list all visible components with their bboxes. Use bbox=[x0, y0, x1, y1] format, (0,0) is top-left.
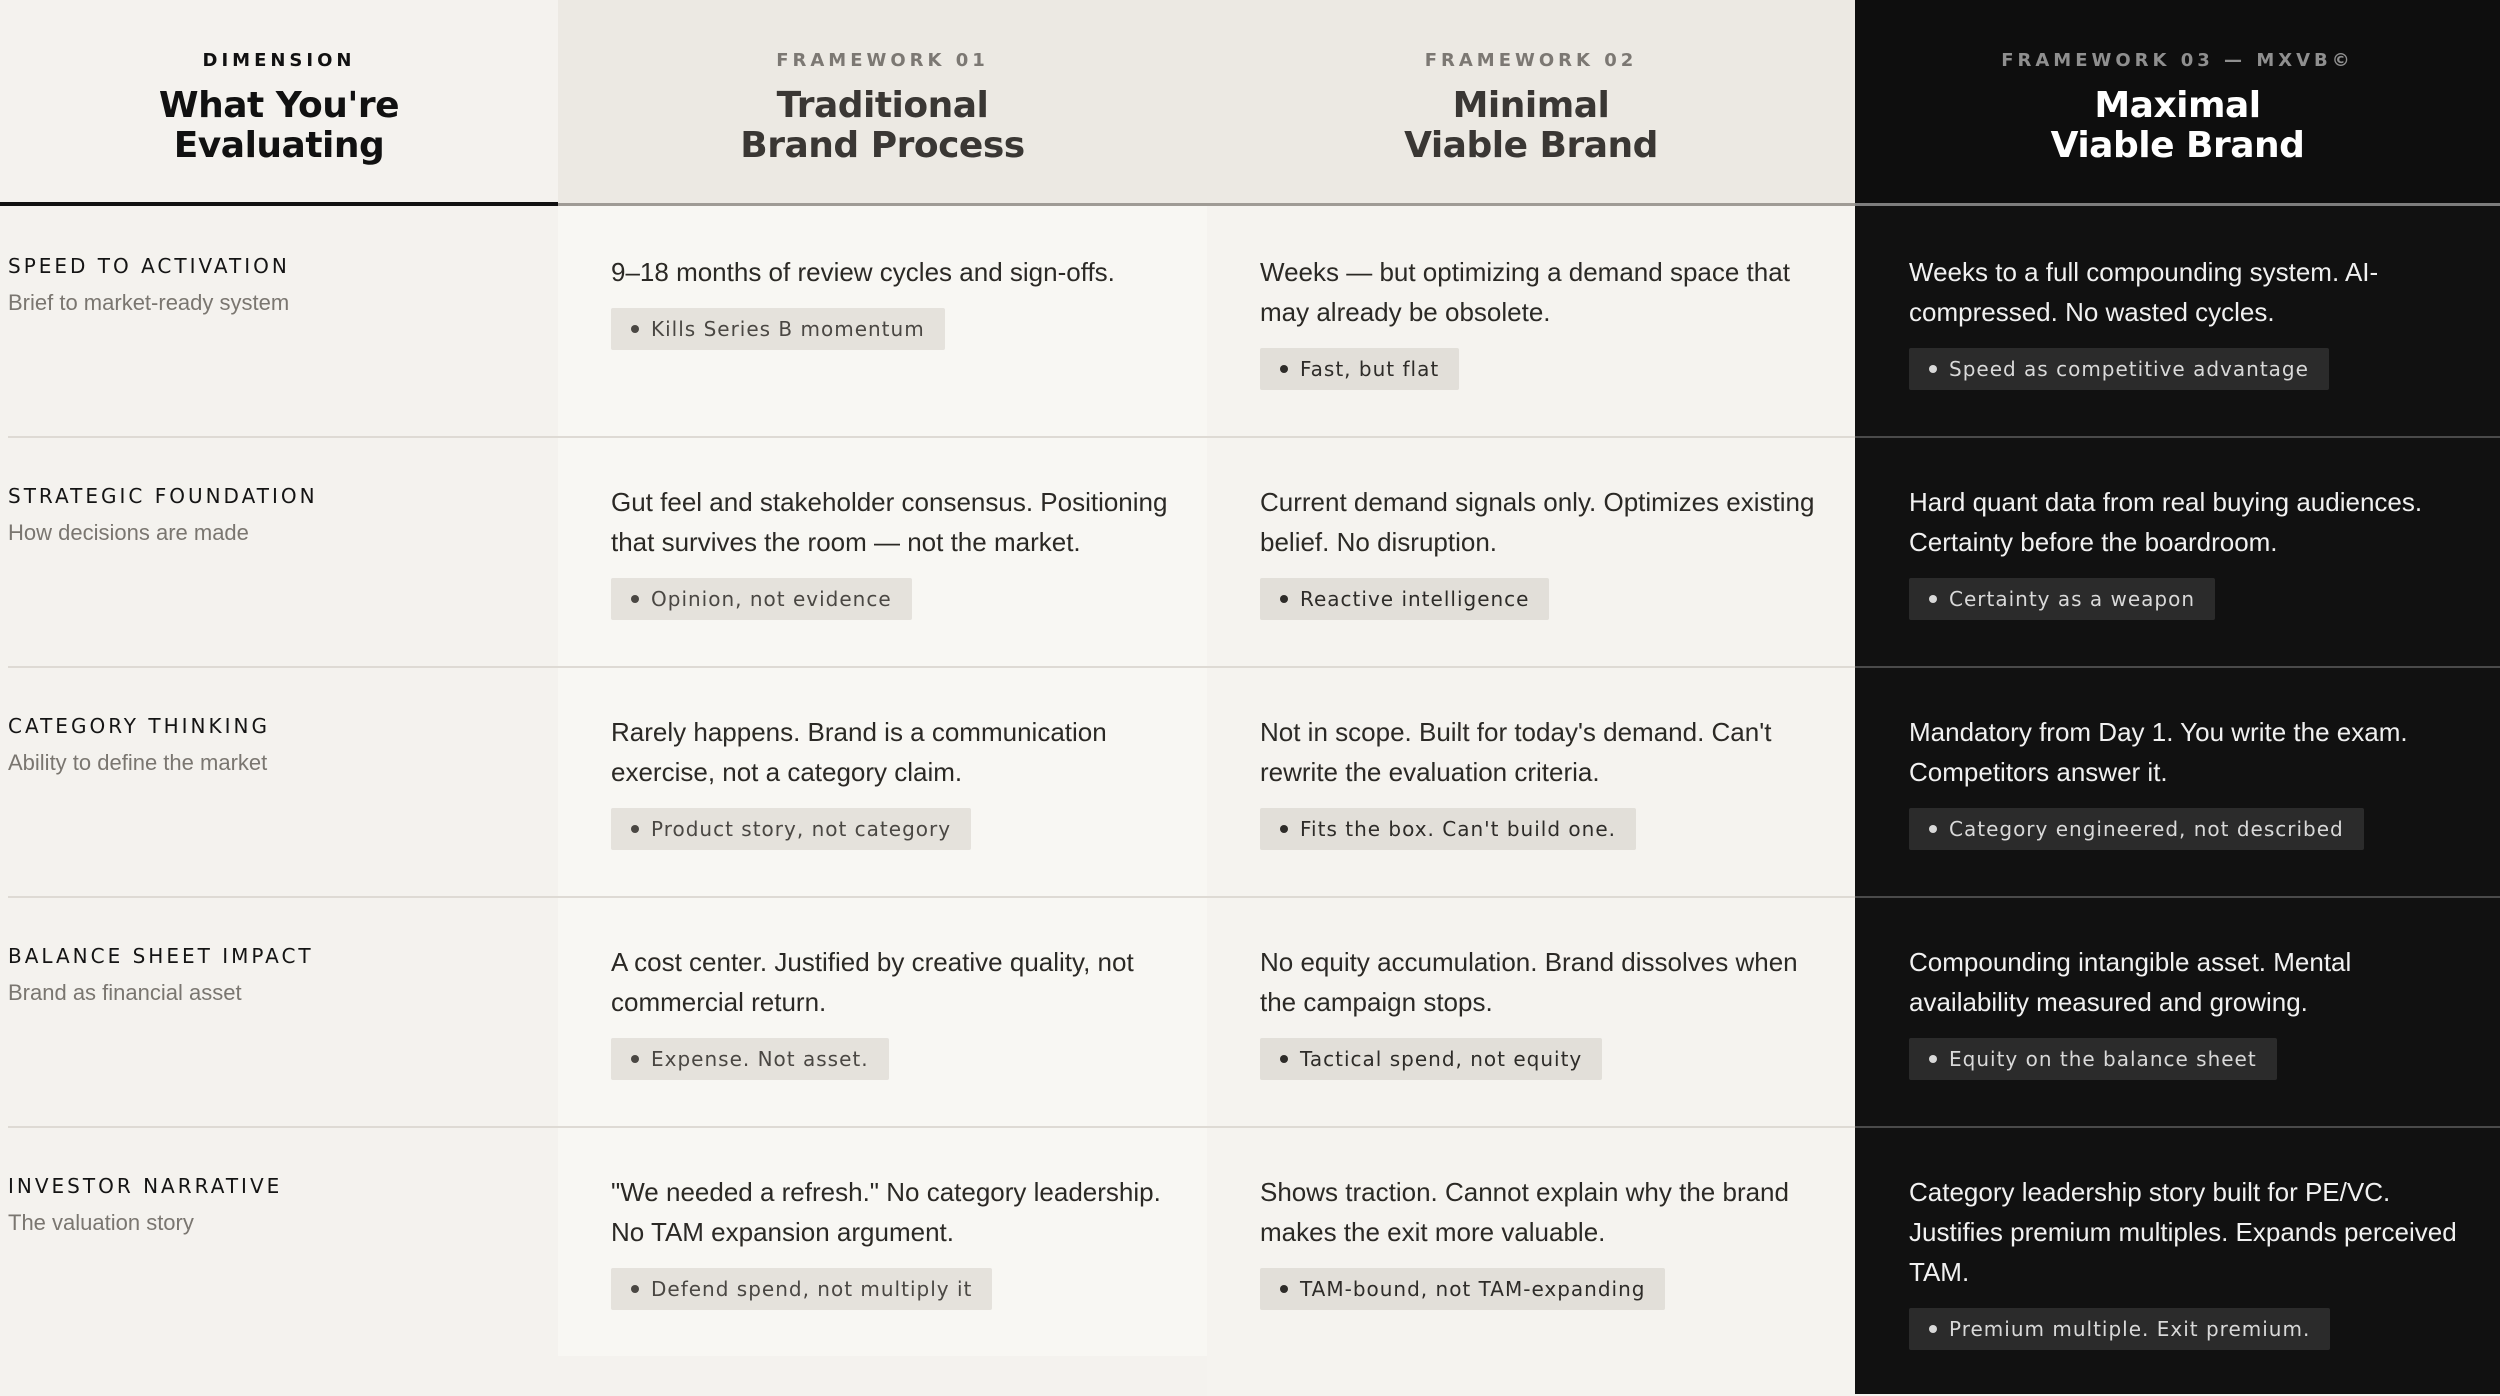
dimension-cell bbox=[8, 254, 528, 316]
dimension-name: BALANCE SHEET IMPACT bbox=[8, 944, 314, 968]
dimension-cell bbox=[8, 1174, 528, 1236]
cell-text: A cost center. Justified by creative quality, not commercial return. bbox=[611, 947, 1134, 1017]
cell-text: No equity accumulation. Brand dissolves when the campaign stops. bbox=[1260, 947, 1798, 1017]
verdict-tag: Opinion, not evidence bbox=[611, 578, 912, 620]
verdict-tag: Fast, but flat bbox=[1260, 348, 1459, 390]
dimension-subtitle: Brand as financial asset bbox=[8, 980, 242, 1005]
header-title: Minimal Viable Brand bbox=[1404, 85, 1658, 166]
cell-text: Shows traction. Cannot explain why the brand makes the exit more valuable. bbox=[1260, 1177, 1789, 1247]
maximal-cell bbox=[1909, 1176, 2469, 1350]
traditional-cell bbox=[611, 256, 1171, 350]
cell-text: "We needed a refresh." No category leadership. No TAM expansion argument. bbox=[611, 1177, 1161, 1247]
traditional-cell bbox=[611, 1176, 1171, 1310]
cell-text: Mandatory from Day 1. You write the exam. Competitors answer it. bbox=[1909, 717, 2408, 787]
minimal-cell bbox=[1260, 716, 1820, 850]
cell-text: Compounding intangible asset. Mental availability measured and growing. bbox=[1909, 947, 2352, 1017]
verdict-tag: Kills Series B momentum bbox=[611, 308, 945, 350]
row-divider bbox=[8, 666, 1855, 668]
verdict-tag: Speed as competitive advantage bbox=[1909, 348, 2329, 390]
dimension-name: SPEED TO ACTIVATION bbox=[8, 254, 290, 278]
cell-text: Hard quant data from real buying audiences. Certainty before the boardroom. bbox=[1909, 487, 2423, 557]
verdict-tag: Defend spend, not multiply it bbox=[611, 1268, 992, 1310]
verdict-tag: Premium multiple. Exit premium. bbox=[1909, 1308, 2330, 1350]
dimension-cell bbox=[8, 484, 528, 546]
header-kicker: FRAMEWORK 03 — MXVB© bbox=[2001, 50, 2354, 71]
traditional-cell bbox=[611, 486, 1171, 620]
dimension-cell bbox=[8, 714, 528, 776]
header-framework-01 bbox=[558, 0, 1207, 206]
cell-text: Weeks to a full compounding system. AI-compressed. No wasted cycles. bbox=[1909, 257, 2379, 327]
traditional-cell bbox=[611, 716, 1171, 850]
header-kicker: FRAMEWORK 02 bbox=[1424, 50, 1638, 71]
verdict-tag: Product story, not category bbox=[611, 808, 971, 850]
row-divider bbox=[1855, 436, 2500, 438]
cell-text: Gut feel and stakeholder consensus. Positioning that survives the room — not the market. bbox=[611, 487, 1168, 557]
header-framework-02 bbox=[1207, 0, 1855, 206]
verdict-tag: Certainty as a weapon bbox=[1909, 578, 2215, 620]
dimension-subtitle: Brief to market-ready system bbox=[8, 290, 290, 315]
row-divider bbox=[1855, 896, 2500, 898]
header-framework-03 bbox=[1855, 0, 2500, 206]
verdict-tag: TAM-bound, not TAM-expanding bbox=[1260, 1268, 1665, 1310]
minimal-cell bbox=[1260, 256, 1820, 390]
maximal-cell bbox=[1909, 946, 2469, 1080]
header-dimension bbox=[0, 0, 558, 206]
cell-text: 9–18 months of review cycles and sign-offs. bbox=[611, 257, 1115, 287]
verdict-tag: Equity on the balance sheet bbox=[1909, 1038, 2277, 1080]
minimal-cell bbox=[1260, 1176, 1820, 1310]
minimal-cell bbox=[1260, 486, 1820, 620]
row-divider bbox=[1855, 666, 2500, 668]
header-kicker: FRAMEWORK 01 bbox=[776, 50, 989, 71]
dimension-subtitle: How decisions are made bbox=[8, 520, 249, 545]
row-divider bbox=[8, 1126, 1855, 1128]
row-divider bbox=[8, 896, 1855, 898]
cell-text: Rarely happens. Brand is a communication exercise, not a category claim. bbox=[611, 717, 1107, 787]
dimension-subtitle: Ability to define the market bbox=[8, 750, 268, 775]
verdict-tag: Category engineered, not described bbox=[1909, 808, 2364, 850]
row-divider bbox=[1855, 1126, 2500, 1128]
verdict-tag: Tactical spend, not equity bbox=[1260, 1038, 1602, 1080]
dimension-name: CATEGORY THINKING bbox=[8, 714, 270, 738]
minimal-cell bbox=[1260, 946, 1820, 1080]
cell-text: Current demand signals only. Optimizes existing belief. No disruption. bbox=[1260, 487, 1815, 557]
dimension-subtitle: The valuation story bbox=[8, 1210, 194, 1235]
header-title: What You're Evaluating bbox=[158, 85, 400, 166]
traditional-cell bbox=[611, 946, 1171, 1080]
cell-text: Category leadership story built for PE/VC. Justifies premium multiples. Expands perceived TAM. bbox=[1909, 1177, 2457, 1287]
maximal-cell bbox=[1909, 256, 2469, 390]
header-title: Traditional Brand Process bbox=[740, 85, 1025, 166]
header-kicker: DIMENSION bbox=[202, 50, 356, 71]
maximal-cell bbox=[1909, 486, 2469, 620]
dimension-cell bbox=[8, 944, 528, 1006]
cell-text: Weeks — but optimizing a demand space that may already be obsolete. bbox=[1260, 257, 1790, 327]
dimension-name: STRATEGIC FOUNDATION bbox=[8, 484, 318, 508]
verdict-tag: Fits the box. Can't build one. bbox=[1260, 808, 1636, 850]
cell-text: Not in scope. Built for today's demand. Can't rewrite the evaluation criteria. bbox=[1260, 717, 1772, 787]
maximal-cell bbox=[1909, 716, 2469, 850]
row-divider bbox=[8, 436, 1855, 438]
dimension-name: INVESTOR NARRATIVE bbox=[8, 1174, 283, 1198]
verdict-tag: Expense. Not asset. bbox=[611, 1038, 889, 1080]
verdict-tag: Reactive intelligence bbox=[1260, 578, 1549, 620]
header-title: Maximal Viable Brand bbox=[2050, 85, 2305, 166]
